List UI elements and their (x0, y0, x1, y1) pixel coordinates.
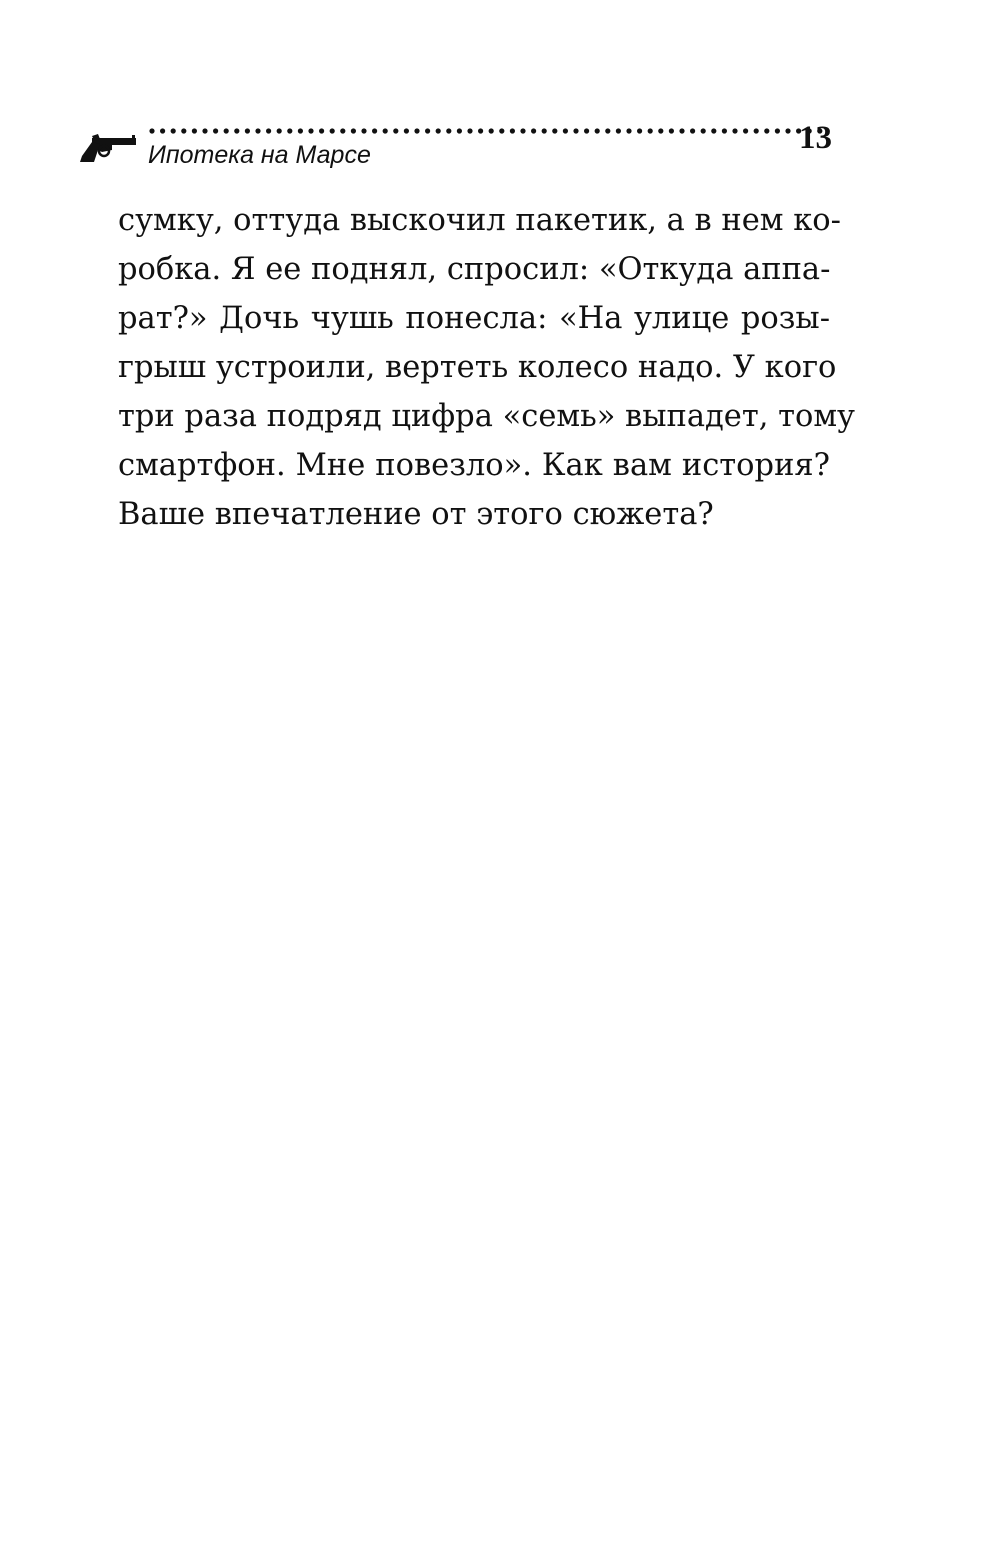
body-paragraph (118, 196, 856, 539)
page-number: 13 (799, 120, 832, 156)
running-title: Ипотека на Марсе (148, 141, 371, 169)
text-line: три раза подряд цифра «семь» выпадет, тому (118, 399, 856, 434)
text-line: робка. Я ее поднял, спросил: «Откуда аппа- (118, 252, 831, 287)
text-line: рат?» Дочь чушь понесла: «На улице розы- (118, 301, 830, 336)
dotted-rule (148, 126, 828, 136)
text-line: Ваше впечатление от этого сюжета? (118, 497, 714, 532)
text-line: смартфон. Мне повезло». Как вам история? (118, 448, 830, 483)
revolver-icon (78, 126, 138, 166)
text-line: грыш устроили, вертеть колесо надо. У кого (118, 350, 837, 385)
page-header (78, 118, 838, 178)
text-line: сумку, оттуда выскочил пакетик, а в нем ко- (118, 203, 841, 238)
